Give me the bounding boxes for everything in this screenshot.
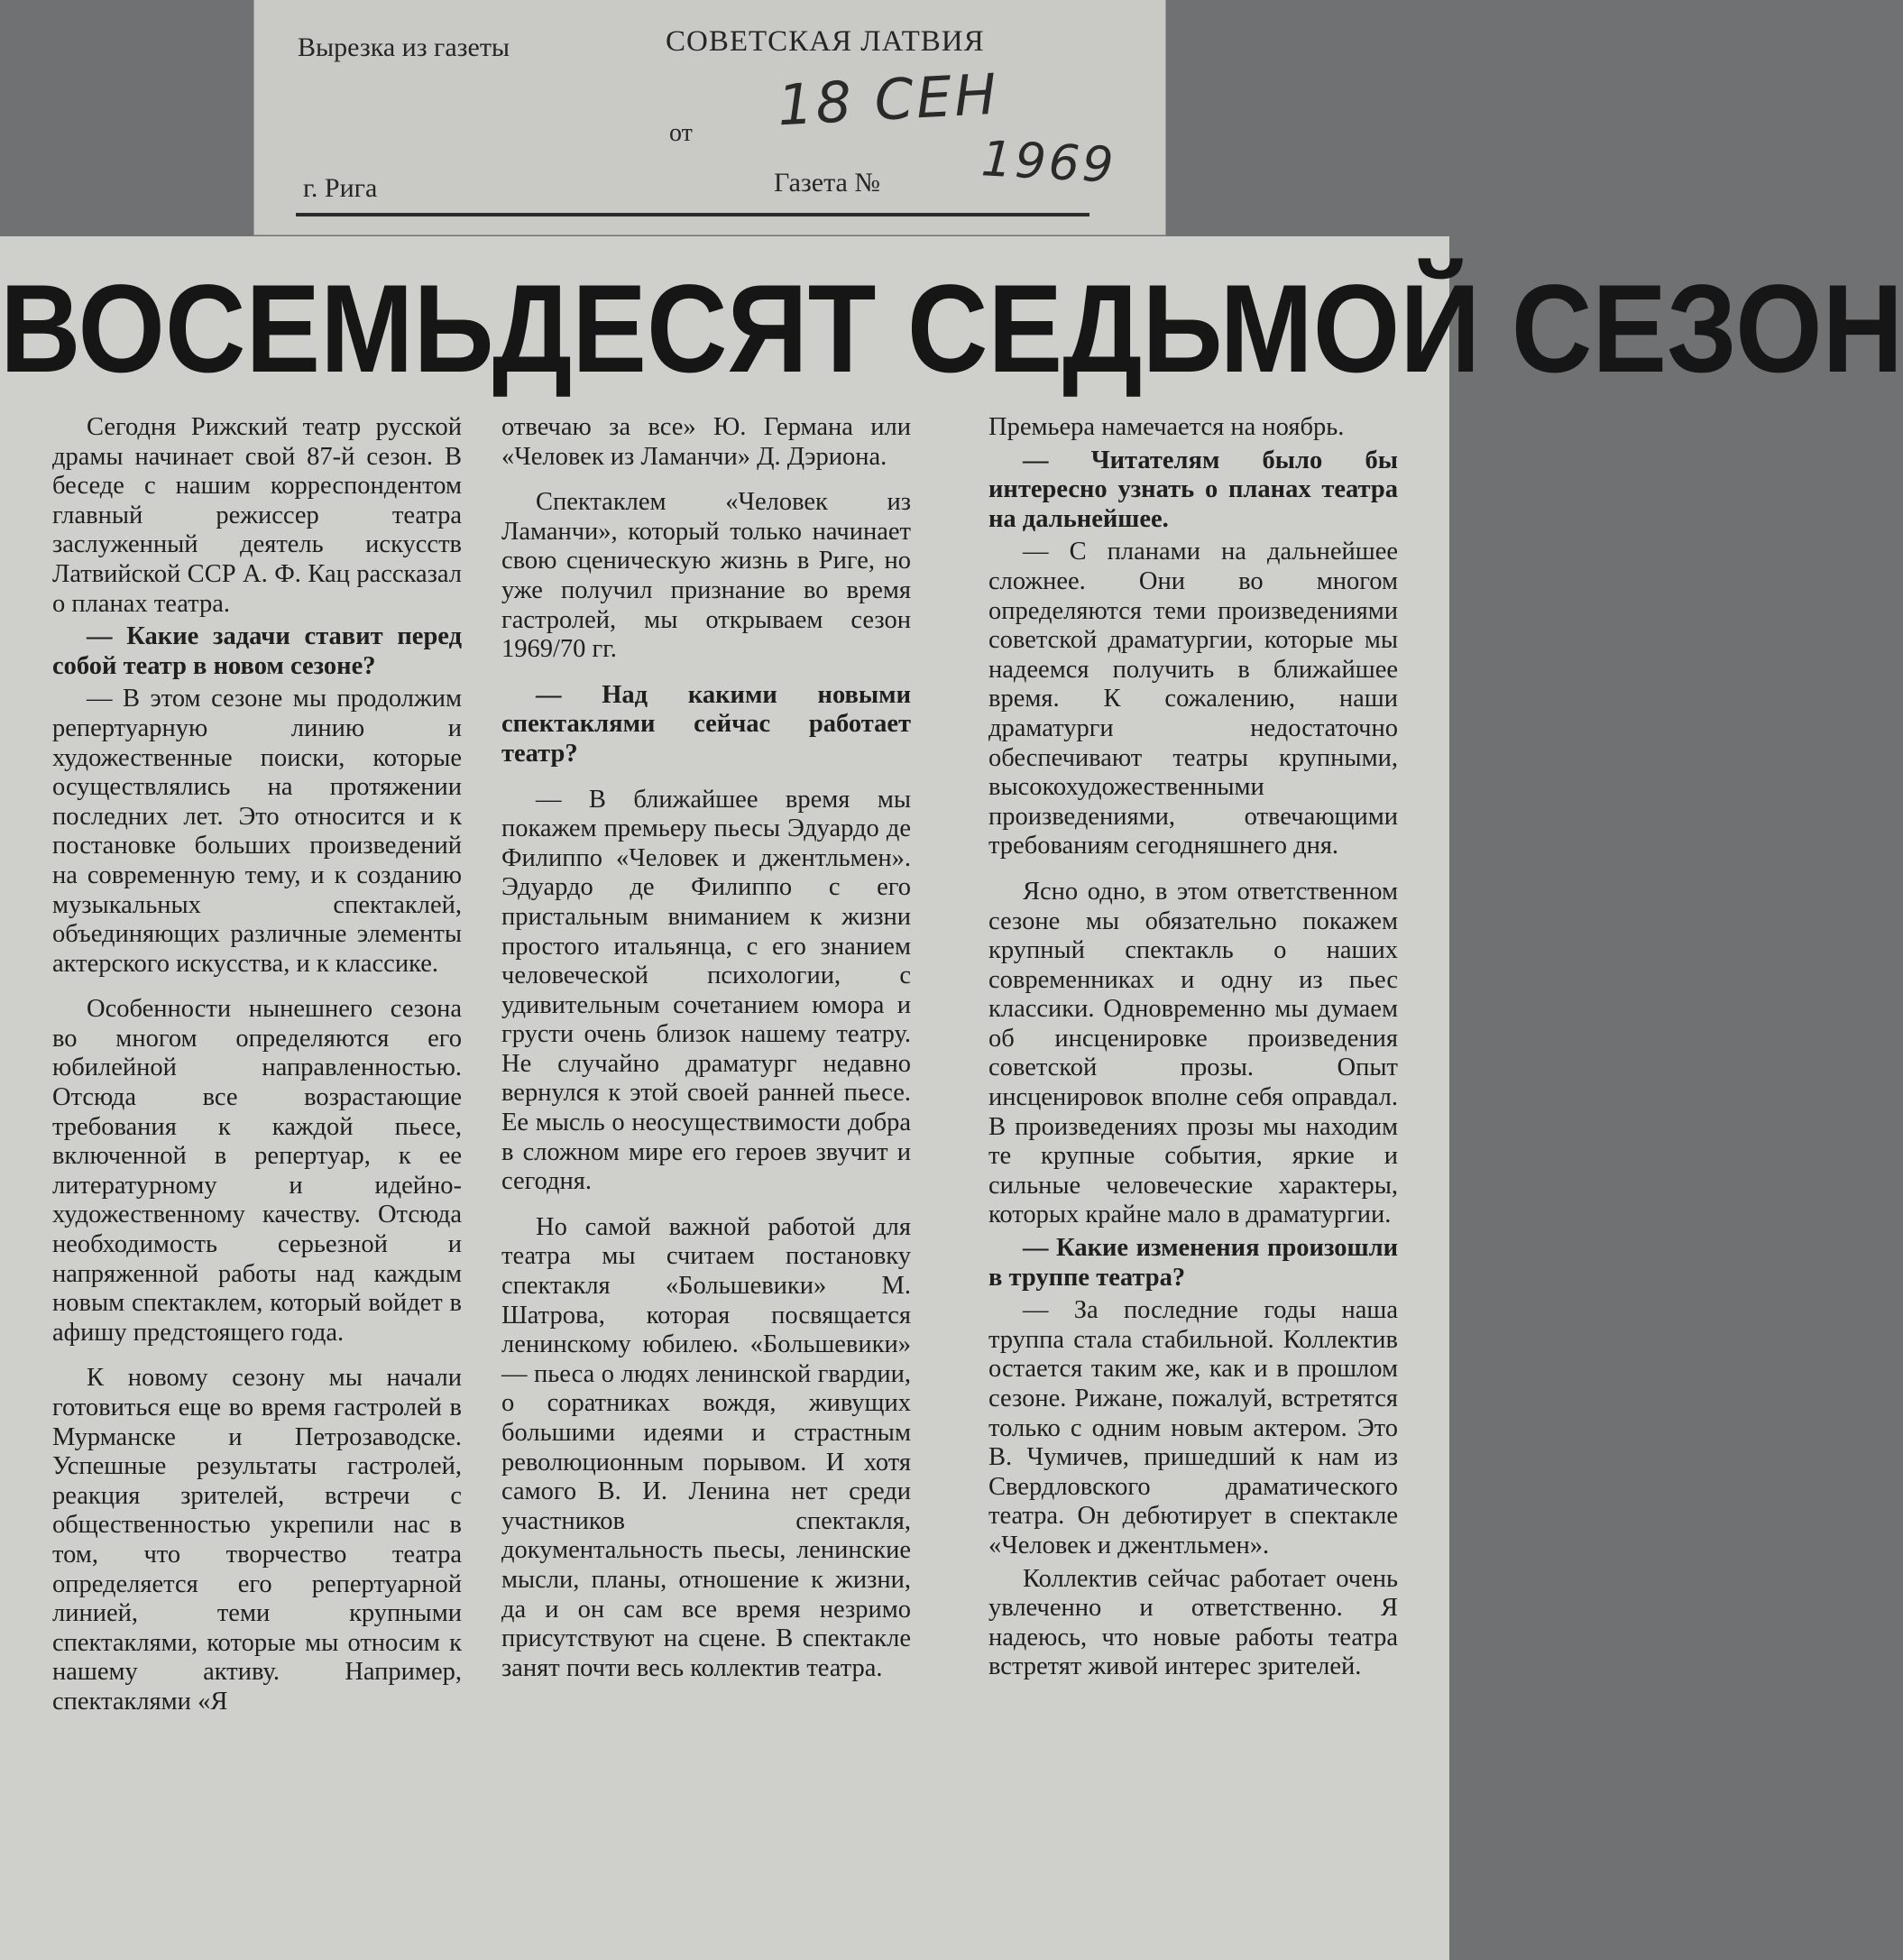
newspaper-name: СОВЕТСКАЯ ЛАТВИЯ [666, 25, 985, 58]
date-prefix: от [669, 119, 693, 147]
article-column-2 [501, 413, 911, 1683]
year-stamp: 1969 [979, 130, 1117, 194]
paragraph: Коллектив сейчас работает очень увлеченно и ответственно. Я надеюсь, что новые работы театра встретят живой интерес зрителей. [988, 1564, 1398, 1681]
paragraph: Ясно одно, в этом ответственном сезоне мы обязательно покажем крупный спектакль о наших современниках и одну из пьес классики. Одновременно мы думаем об инсценировке произведения советской прозы. Опыт инсценировок вполне себя оправдал. В произведениях прозы мы находим те крупные события, яркие и сильные человеческие характеры, которых крайне мало в драматургии. [988, 877, 1398, 1229]
issue-number-label: Газета № [774, 168, 880, 198]
article-column-3 [988, 413, 1398, 1682]
archive-label [254, 0, 1165, 235]
interview-question: — Читателям было бы интересно узнать о планах театра на дальнейшее. [988, 446, 1398, 533]
paragraph: — В ближайшее время мы покажем премьеру пьесы Эдуардо де Филиппо «Человек и джентльмен». Эдуардо де Филиппо с его пристальным вниманием к жизни простого итальянца, с его знанием человеческой психологии, с удивительным сочетанием юмора и грусти очень близок нашему театру. Не случайно драматург недавно вернулся к этой своей ранней пьесе. Ее мысль о неосуществимости добра в сложном мире его героев звучит и сегодня. [501, 785, 911, 1196]
paragraph: Премьера намечается на ноябрь. [988, 413, 1345, 441]
date-stamp: 18 СЕН [776, 60, 1001, 139]
article-column-1 [52, 413, 462, 1717]
interview-question: — Над какими новыми спектаклями сейчас работает театр? [501, 680, 911, 768]
city-label: г. Рига [303, 173, 378, 203]
paragraph: отвечаю за все» Ю. Германа или «Человек из Ламанчи» Д. Дэриона. [501, 413, 911, 471]
paragraph: — За последние годы наша труппа стала стабильной. Коллектив остается таким же, как и в прошлом сезоне. Рижане, пожалуй, встретятся только с одним новым актером. Это В. Чумичев, пришедший к нам из Свердловского драматического театра. Он дебютирует в спектакле «Человек и джентльмен». [988, 1296, 1398, 1560]
newspaper-clipping [0, 236, 1903, 1960]
label-divider [296, 213, 1089, 216]
paragraph: Но самой важной работой для театра мы считаем постановку спектакля «Большевики» М. Шатрова, которая посвящается ленинскому юбилею. «Большевики» — пьеса о людях ленинской гвардии, о соратниках вождя, живущих большими идеями и страстным революционным порывом. И хотя самого В. И. Ленина нет среди участников спектакля, документальность пьесы, ленинские мысли, планы, отношение к жизни, да и он сам все время незримо присутствуют на сцене. В спектакле занят почти весь коллектив театра. [501, 1212, 911, 1682]
cutting-from-label: Вырезка из газеты [298, 32, 510, 62]
paragraph: — В этом сезоне мы продолжим репертуарную линию и художественные поиски, которые осуществлялись на протяжении последних лет. Это относится и к постановке больших произведений на современную тему, и к созданию музыкальных спектаклей, объединяющих различные элементы актерского искусства, и к классике. [52, 685, 462, 978]
paragraph: К новому сезону мы начали готовиться еще во время гастролей в Мурманске и Петрозаводске. Успешные результаты гастролей, реакция зрителей, встречи с общественностью укрепили нас в том, что творчество театра определяется его репертуарной линией, теми крупными спектаклями, которые мы относим к нашему активу. Например, спектаклями «Я [52, 1364, 462, 1716]
interview-question: — Какие изменения произошли в труппе театра? [988, 1234, 1398, 1292]
paragraph: Особенности нынешнего сезона во многом определяются его юбилейной направленностью. Отсюда все возрастающие требования к каждой пьесе, включенной в репертуар, к ее литературному и идейно-художественному качеству. Отсюда необходимость серьезной и напряженной работы над каждым новым спектаклем, который войдет в афишу предстоящего года. [52, 995, 462, 1347]
interview-question: — Какие задачи ставит перед собой театр в новом сезоне? [52, 622, 462, 680]
paragraph: Сегодня Рижский театр русской драмы начинает свой 87-й сезон. В беседе с нашим корреспондентом главный режиссер театра заслуженный деятель искусств Латвийской ССР А. Ф. Кац рассказал о планах театра. [52, 413, 462, 618]
paragraph: — С планами на дальнейшее сложнее. Они во многом определяются теми произведениями советской драматургии, которые мы надеемся получить в ближайшее время. К сожалению, наши драматурги недостаточно обеспечивают театры крупными, высокохудожественными произведениями, отвечающими требованиям сегодняшнего дня. [988, 538, 1398, 860]
paragraph: Спектаклем «Человек из Ламанчи», который только начинает свою сценическую жизнь в Риге, но уже получил признание во время гастролей, мы открываем сезон 1969/70 гг. [501, 488, 911, 664]
article-headline: ВОСЕМЬДЕСЯТ СЕДЬМОЙ СЕЗОН [0, 259, 1903, 400]
